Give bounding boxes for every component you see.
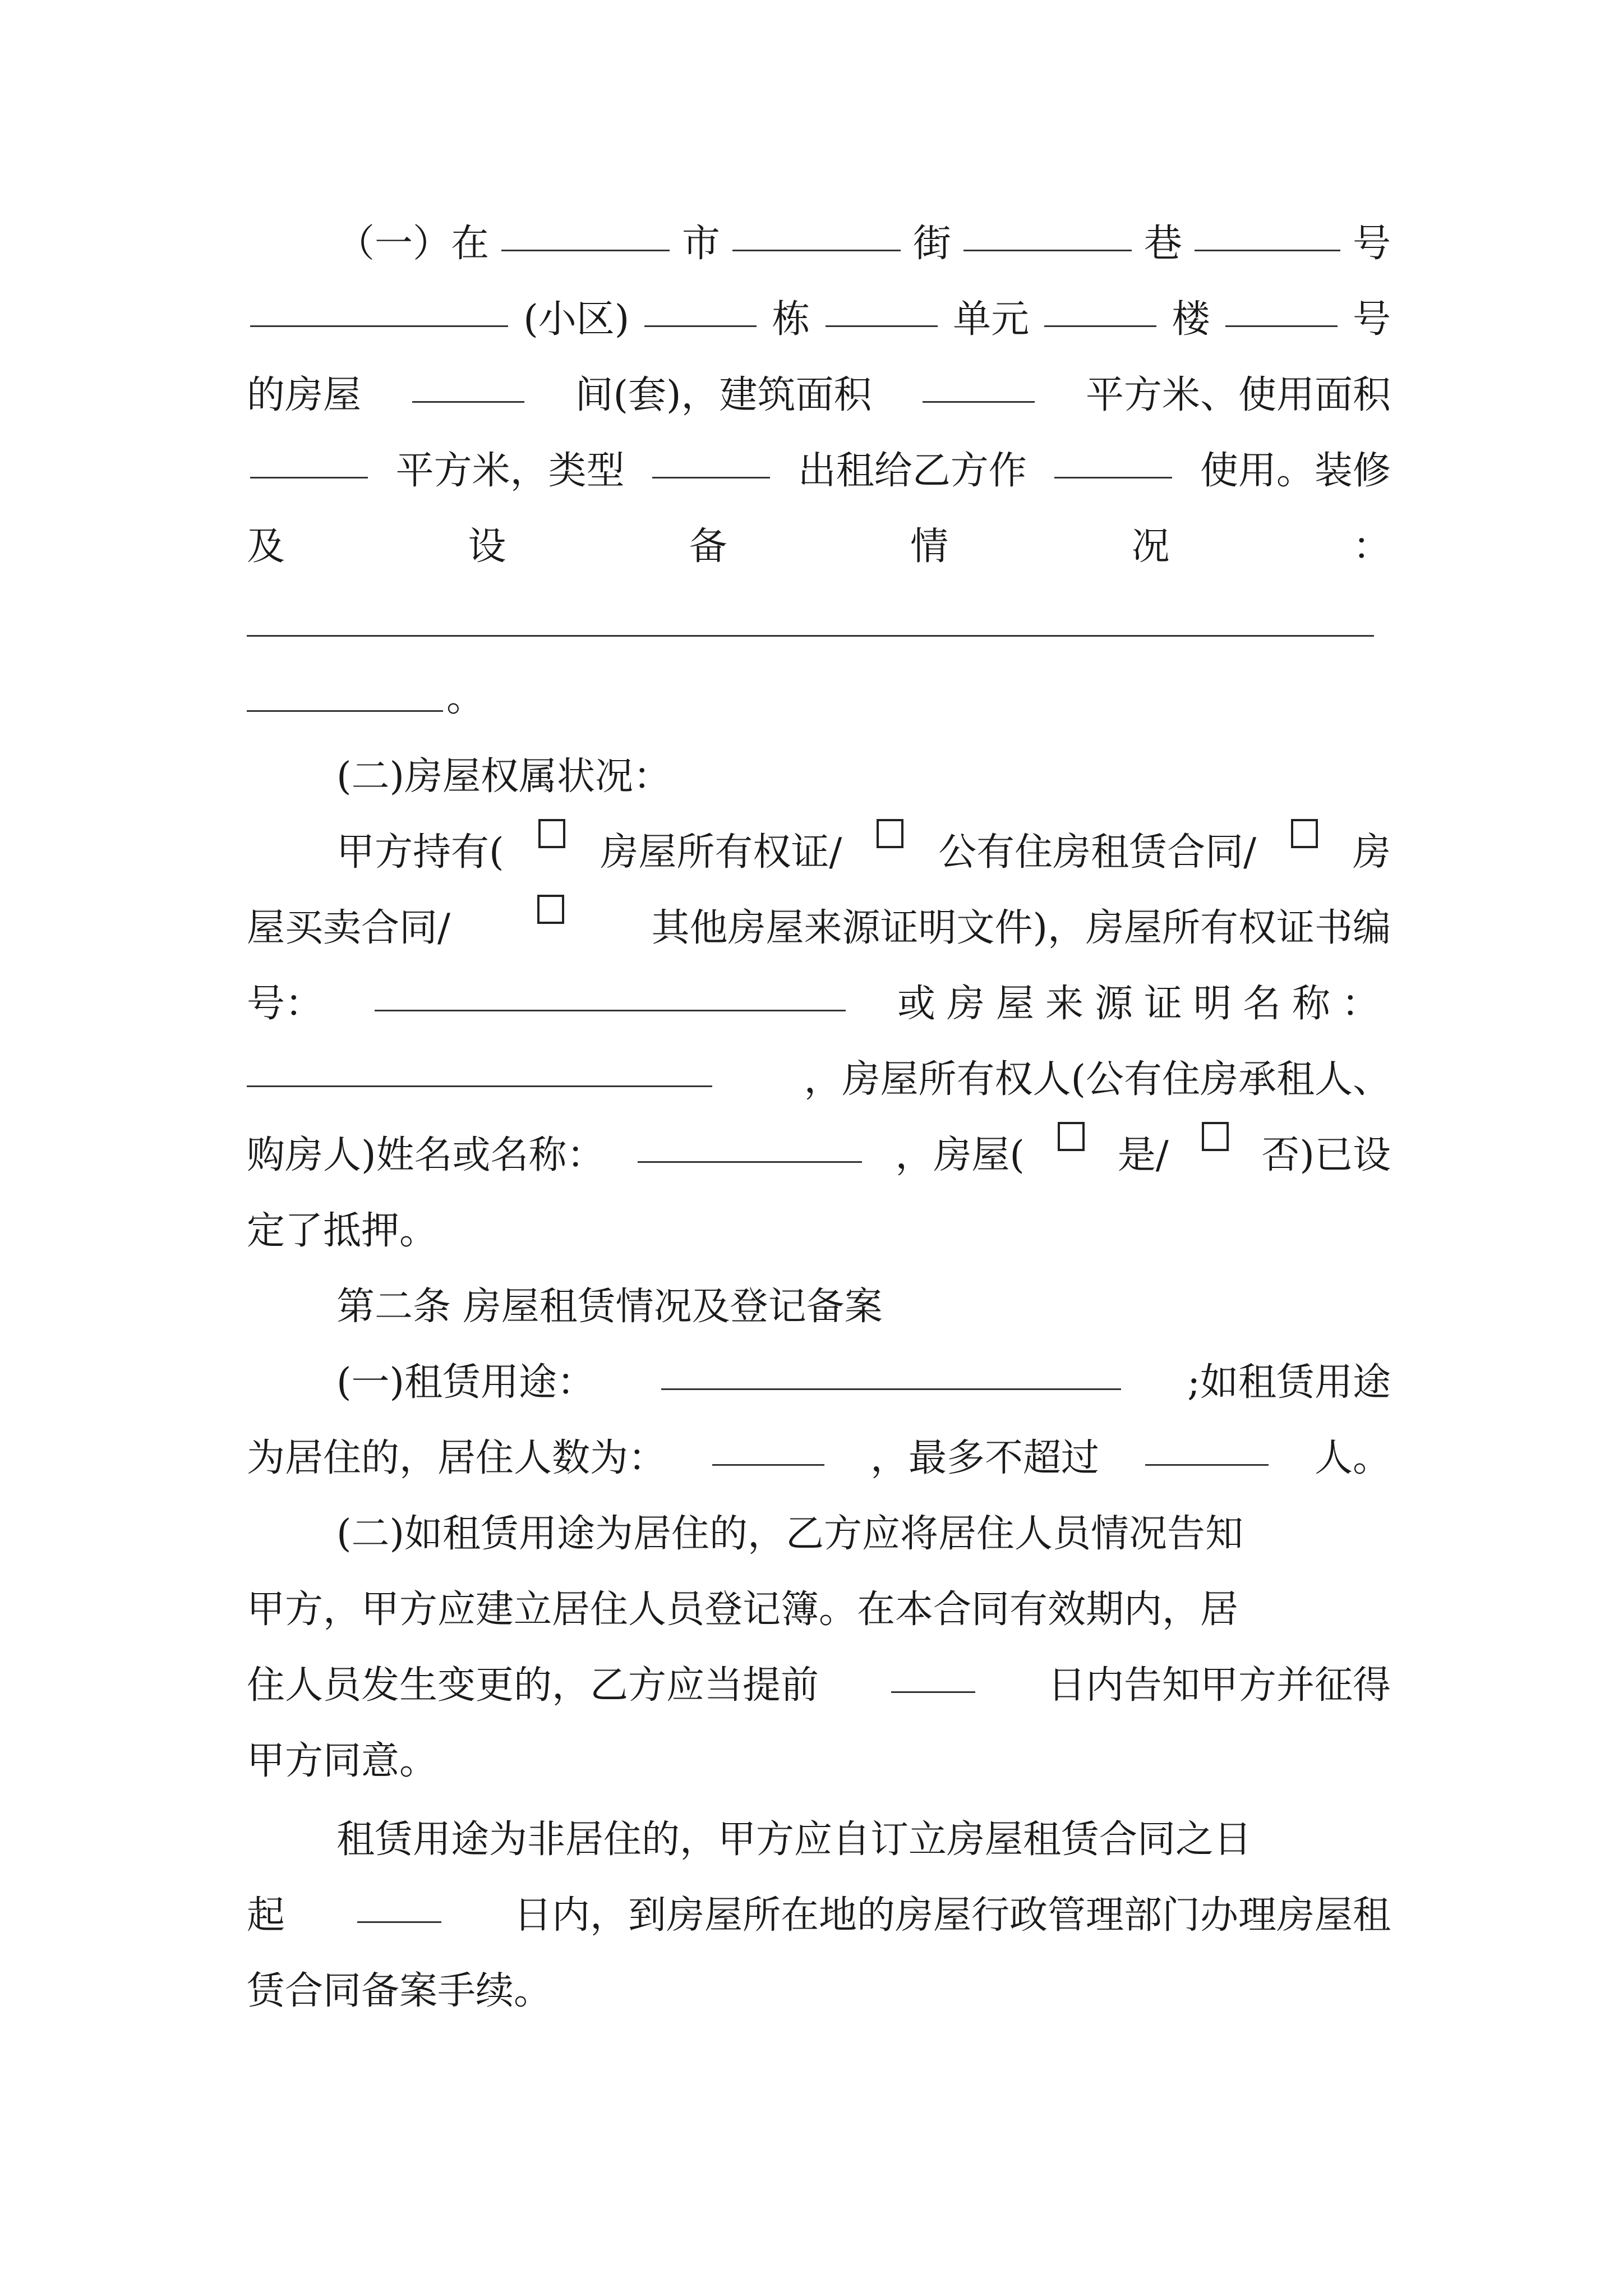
text: 日内，到房屋所在地的房屋行政管理部门办理房屋租 xyxy=(513,1893,1391,1938)
blank-proof-name[interactable] xyxy=(247,1046,712,1087)
text: 是/ xyxy=(1117,1133,1169,1177)
blank-room[interactable] xyxy=(1225,286,1338,327)
text: 号： xyxy=(247,982,324,1026)
text: 单元 xyxy=(953,297,1030,342)
blank-residents-count[interactable] xyxy=(712,1425,824,1466)
text: 甲方持有( xyxy=(336,830,504,875)
text: (小区) xyxy=(523,297,630,342)
text: 使用。装修 xyxy=(1200,449,1391,493)
checkbox-ownership-cert[interactable] xyxy=(538,819,565,848)
checkbox-public-lease[interactable] xyxy=(877,819,903,848)
non-residential-1: 租赁用途为非居住的，甲方应自订立房屋租赁合同之日 xyxy=(336,1818,1252,1862)
text: 况 xyxy=(1131,524,1170,569)
blank-usable-area[interactable] xyxy=(250,438,368,478)
blank-equipment-full[interactable] xyxy=(247,635,1374,637)
checkbox-purchase-contract[interactable] xyxy=(1291,819,1318,848)
residents-line xyxy=(247,1425,1391,1492)
text: 及 xyxy=(247,524,285,569)
text: (一)租赁用途： xyxy=(336,1360,596,1405)
text: 平方米，类型 xyxy=(395,449,625,493)
area-line-2 xyxy=(247,438,1391,505)
area-line-1 xyxy=(247,362,1391,429)
text: 人。 xyxy=(1314,1436,1391,1480)
text: ： xyxy=(1352,524,1391,569)
text: ，房屋所有权人(公有住房承租人、 xyxy=(804,1057,1391,1102)
blank-lane[interactable] xyxy=(963,210,1132,251)
text: 情 xyxy=(910,524,949,569)
text: 的房屋 xyxy=(247,373,362,417)
text: 屋买卖合同/ xyxy=(247,906,450,950)
text: 公有住房租赁合同/ xyxy=(938,830,1257,875)
ownership-p6: 定了抵押。 xyxy=(247,1209,438,1253)
text: ，房屋( xyxy=(895,1133,1025,1177)
ownership-p5 xyxy=(247,1122,1391,1189)
ownership-p4 xyxy=(247,1046,1391,1114)
blank-number[interactable] xyxy=(1195,210,1340,251)
text: 栋 xyxy=(772,297,810,342)
text: 街 xyxy=(912,222,951,266)
blank-rooms[interactable] xyxy=(412,362,524,403)
blank-city[interactable] xyxy=(501,210,670,251)
text: 否)已设 xyxy=(1261,1133,1391,1177)
blank-street[interactable] xyxy=(732,210,901,251)
text: 或房屋来源证明名称： xyxy=(897,982,1391,1026)
blank-lease-purpose[interactable] xyxy=(661,1349,1121,1390)
blank-purpose[interactable] xyxy=(1054,438,1172,478)
text: ;如租赁用途 xyxy=(1187,1360,1391,1405)
text: 市 xyxy=(681,222,720,266)
text: （一）在 xyxy=(336,222,490,266)
blank-owner-name[interactable] xyxy=(638,1122,862,1163)
blank-residents-max[interactable] xyxy=(1145,1425,1269,1466)
checkbox-mortgage-yes[interactable] xyxy=(1058,1122,1085,1151)
residents-notice-4: 甲方同意。 xyxy=(247,1739,438,1783)
lease-purpose-line xyxy=(336,1349,1391,1416)
text: 号 xyxy=(1352,222,1391,266)
article-2-title: 第二条 房屋租赁情况及登记备案 xyxy=(336,1285,883,1329)
residents-notice-2: 甲方，甲方应建立居住人员登记簿。在本合同有效期内，居 xyxy=(247,1588,1239,1632)
text: 间(套)，建筑面积 xyxy=(575,373,872,417)
text: 设 xyxy=(468,524,506,569)
non-residential-2 xyxy=(247,1882,1391,1949)
checkbox-other-proof[interactable] xyxy=(537,895,564,924)
blank-building[interactable] xyxy=(644,286,757,327)
text: 出租给乙方作 xyxy=(797,449,1027,493)
blank-community[interactable] xyxy=(250,286,508,327)
blank-notice-days[interactable] xyxy=(891,1652,975,1693)
blank-equipment-end[interactable] xyxy=(247,671,443,712)
blank-type[interactable] xyxy=(652,438,770,478)
text: 为居住的，居住人数为： xyxy=(247,1436,667,1480)
text: 日内告知甲方并征得 xyxy=(1047,1663,1391,1708)
ownership-p1 xyxy=(336,819,1391,886)
text: ，最多不超过 xyxy=(870,1436,1099,1480)
residents-notice-3 xyxy=(247,1652,1391,1719)
blank-filing-days[interactable] xyxy=(357,1882,441,1923)
text: 住人员发生变更的，乙方应当提前 xyxy=(247,1663,819,1708)
blank-building-area[interactable] xyxy=(923,362,1035,403)
blank-cert-number[interactable] xyxy=(375,970,846,1011)
checkbox-mortgage-no[interactable] xyxy=(1202,1122,1229,1151)
address-line-1 xyxy=(336,210,1391,278)
equipment-line xyxy=(247,513,1391,581)
blank-unit[interactable] xyxy=(826,286,938,327)
text: 购房人)姓名或名称： xyxy=(247,1133,605,1177)
ownership-title: (二)房屋权属状况： xyxy=(336,754,672,799)
ownership-p3 xyxy=(247,970,1391,1038)
text: 号 xyxy=(1352,297,1391,342)
address-line-2 xyxy=(247,286,1391,353)
text: 平方米、使用面积 xyxy=(1085,373,1391,417)
non-residential-3: 赁合同备案手续。 xyxy=(247,1969,552,2013)
text: 。 xyxy=(446,676,485,720)
text: 楼 xyxy=(1172,297,1210,342)
text: 房 xyxy=(1352,830,1391,875)
residents-notice-1: (二)如租赁用途为居住的，乙方应将居住人员情况告知 xyxy=(336,1512,1244,1556)
blank-floor[interactable] xyxy=(1044,286,1156,327)
text: 房屋所有权证/ xyxy=(600,830,842,875)
ownership-p2 xyxy=(247,895,1391,962)
text: 起 xyxy=(247,1893,285,1938)
text: 其他房屋来源证明文件)，房屋所有权证书编 xyxy=(651,906,1391,950)
text: 备 xyxy=(689,524,727,569)
text: 巷 xyxy=(1144,222,1182,266)
equipment-end-line xyxy=(247,665,1391,732)
